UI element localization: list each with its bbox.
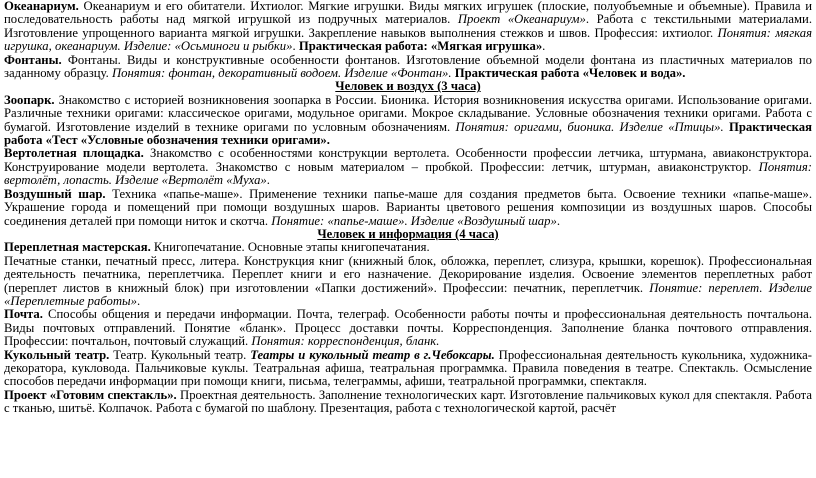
concepts-text: Понятие: «папье-маше». Изделие «Воздушный шар» (271, 213, 557, 228)
paragraph-text: Техника «папье-маше». Применение техники папье-маше для создания предметов быта. Освоение техники «папье-маше». Украшение города и помещений при помощи воздушных шаров. Варианты цветового решения композиции из воздушных шаров. Способы соединения деталей при помощи ниток и скотча. (4, 186, 812, 228)
topic-title: Кукольный театр. (4, 347, 110, 362)
topic-title: Фонтаны. (4, 52, 62, 67)
paragraph-text: . (542, 39, 546, 54)
concepts-text: Понятия: вертолёт, лопасть. Изделие «Вертолёт «Муха» (4, 159, 812, 188)
section-heading-information: Человек и информация (4 часа) (317, 226, 499, 241)
paragraph-post (4, 308, 812, 348)
concepts-text: Понятия: фонтан, декоративный водоем. Изделие «Фонтан». (111, 66, 452, 81)
paragraph-text: Книгопечатание. Основные этапы книгопечатания. (150, 240, 430, 255)
paragraph-text: . Работа с текстильными материалами. Изготовление упрощенного варианта мягкой игрушки. Закрепление навыков выполнения стежков и швов. Профессия: ихтиолог. (4, 12, 812, 40)
practical-work: Практическая работа: «Мягкая игрушка» (298, 39, 543, 54)
paragraph-helipad (4, 147, 812, 187)
paragraph-fontany (4, 54, 812, 81)
paragraph-text: . (136, 293, 141, 308)
paragraph-text: . (266, 173, 270, 188)
paragraph-text: Фонтаны. Виды и конструктивные особенности фонтанов. Изготовление объемной модели фонтана из пластичных материалов по заданному образцу. (4, 52, 812, 81)
paragraph-zoopark (4, 94, 812, 148)
paragraph-text: Знакомство с особенностями конструкции вертолета. Особенности профессии летчика, штурмана, авиаконструктора. Конструирование модели вертолета. Знакомство с новым материалом – пробкой. Профессии: летчик, штурман, авиаконструктор. (4, 146, 812, 174)
paragraph-text: Театр. Кукольный театр. (109, 347, 251, 362)
paragraph-printing (4, 255, 812, 309)
paragraph-okeanarium (4, 0, 812, 54)
topic-title: Почта. (4, 307, 43, 322)
paragraph-text: Проектная деятельность. Заполнение технологических карт. Изготовление пальчиковых кукол для спектакля. Работа с тканью, шитьё. Колпачок. Работа с бумагой по шаблону. Презентация, работа с технологической картой, расчёт (4, 387, 812, 416)
paragraph-text: Способы общения и передачи информации. Почта, телеграф. Особенности работы почты и профессиональная деятельность почтальона. Виды почтовых отправлений. Понятие «бланк». Процесс доставки почты. Корреспонденция. Заполнение бланка почтового отправления. Профессии: почтальон, почтовый служащий. (4, 307, 812, 349)
paragraph-puppet-theatre (4, 349, 812, 389)
topic-title: Океанариум. (4, 0, 79, 13)
topic-title: Зоопарк. (4, 92, 55, 107)
topic-title: Воздушный шар. (4, 186, 106, 201)
practical-work: Практическая работа «Человек и вода». (454, 66, 686, 81)
paragraph-text: . (556, 213, 561, 228)
paragraph-text: Печатные станки, печатный пресс, литера. Конструкция книг (книжный блок, обложка, переплет, слизура, крышки, корешок). Профессиональная деятельность печатника, переплетчика. Переплет книги и его назначение. Декорирование изделия. Освоение элементов переплетных работ (переплет листов в книжный блок) при изготовлении «Папки достижений». Профессии: печатник, переплетчик. (4, 253, 812, 295)
paragraph-text: . (292, 39, 299, 54)
concepts-text: Понятие: переплет. Изделие «Переплетные работы» (4, 280, 813, 308)
paragraph-balloon (4, 188, 812, 228)
concepts-text: Понятия: оригами, бионика. Изделие «Птицы». (455, 119, 724, 134)
project-name: Проект «Океанариум» (457, 12, 586, 27)
concepts-text: Понятия: корреспонденция, бланк. (251, 334, 440, 349)
theatre-highlight: Театры и кукольный театр в г.Чебоксары. (250, 347, 495, 362)
topic-title: Вертолетная площадка. (4, 146, 144, 161)
paragraph-text: Знакомство с историей возникновения зоопарка в России. Бионика. История возникновения искусства оригами. Использование оригами. Различные техники оригами: классическое оригами, модульное оригами. Мокрое складывание. Условные обозначения техники оригами. Работа с бумагой. Изготовление изделий в технике оригами по условным обозначениям. (4, 92, 812, 134)
paragraph-text: Океанариум и его обитатели. Ихтиолог. Мягкие игрушки. Виды мягких игрушек (плоские, полуобъемные и объемные). Правила и последовательность работы над мягкой игрушкой из подручных материалов. (4, 0, 812, 27)
paragraph-text: Профессиональная деятельность кукольника, художника-декоратора, кукловода. Пальчиковые куклы. Театральная афиша, театральная программка. Правила поведения в театре. Спектакль. Осмысление способов передачи информации при помощи книги, письма, телеграммы, афиши, театральной программки, спектакля. (4, 347, 812, 389)
paragraph-bindery (4, 241, 812, 254)
topic-title: Проект «Готовим спектакль». (4, 387, 177, 402)
section-heading-air: Человек и воздух (3 часа) (335, 79, 481, 94)
paragraph-project-spectacle (4, 389, 812, 416)
concepts-text: Понятия: мягкая игрушка, океанариум. Изделие: «Осьминоги и рыбки» (4, 25, 813, 54)
practical-work: Практическая работа «Тест «Условные обозначения техники оригами». (4, 119, 812, 148)
topic-title: Переплетная мастерская. (4, 240, 151, 255)
